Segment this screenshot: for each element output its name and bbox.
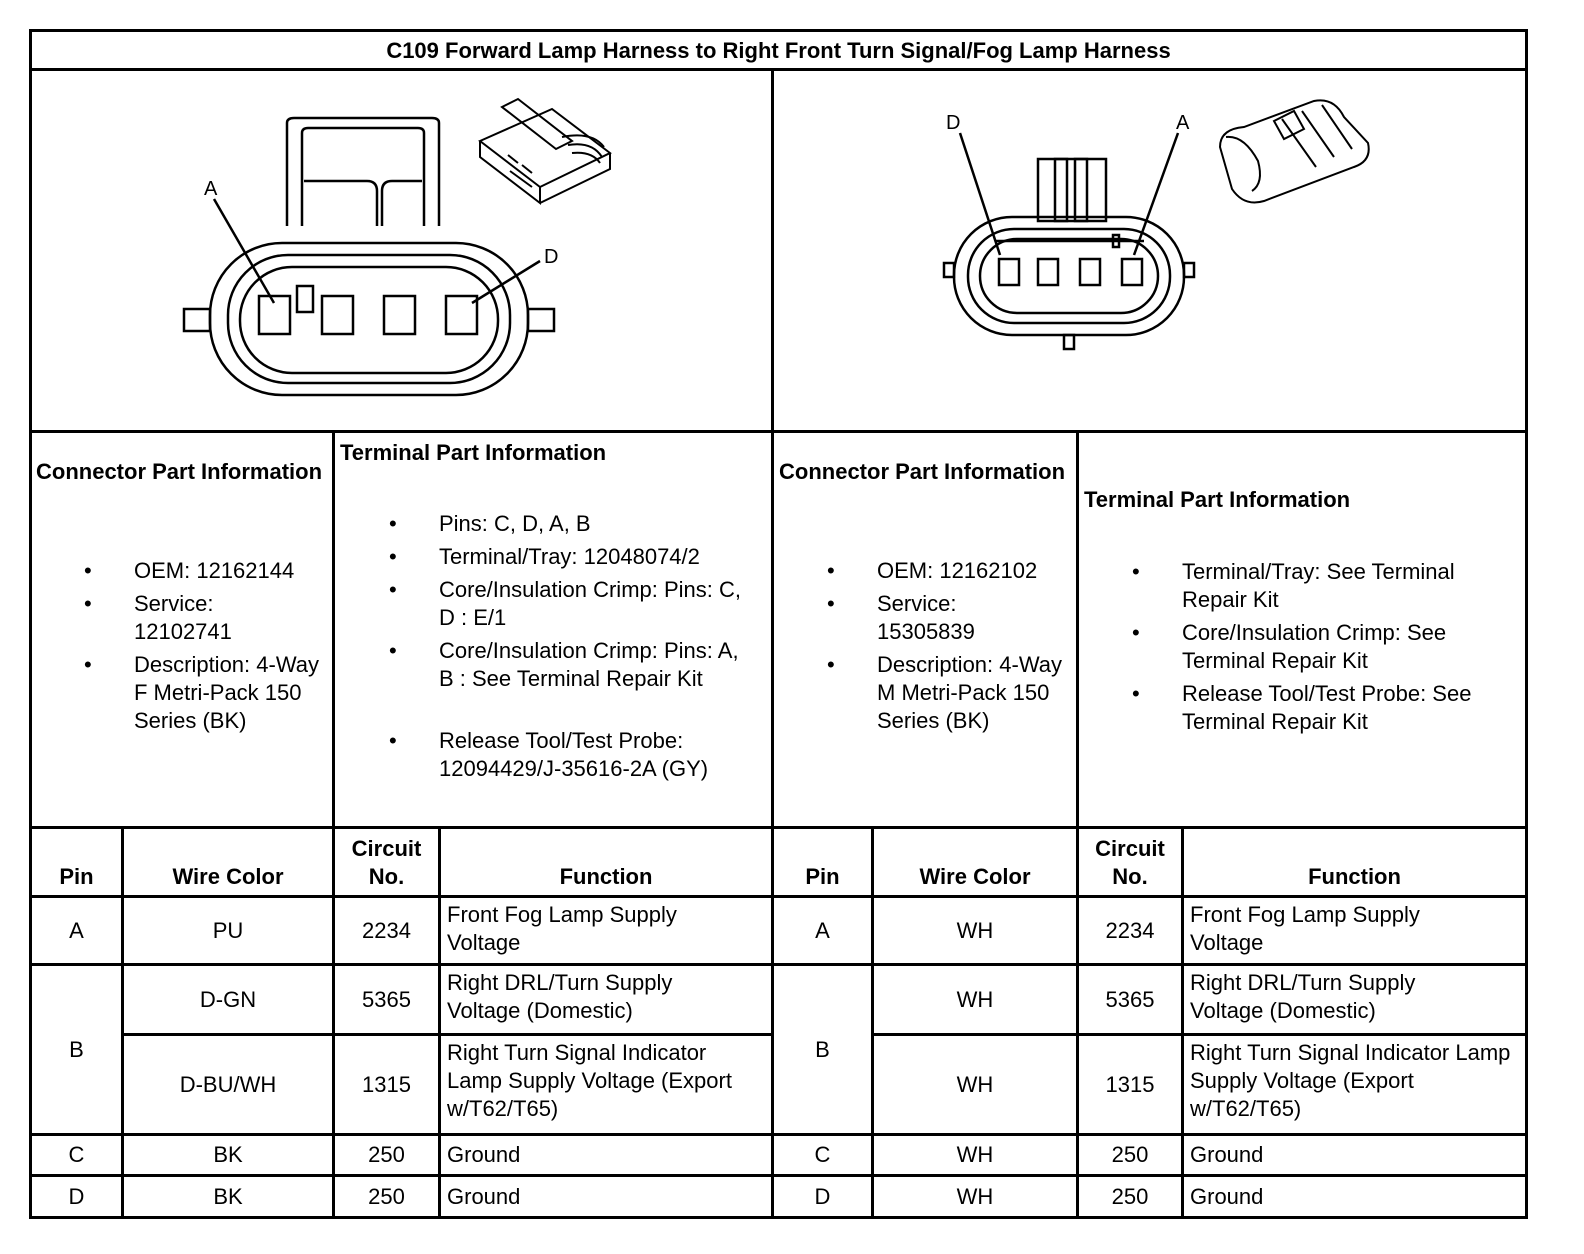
table-cell-pin: D <box>68 1183 85 1209</box>
table-cell-circuit: 1315 <box>1105 1071 1155 1097</box>
left-terminal-heading: Terminal Part Information <box>340 440 607 465</box>
table-cell-pin: D <box>814 1183 831 1209</box>
table-cell-wire: D-BU/WH <box>179 1071 277 1097</box>
right-terminal-info <box>1084 486 1524 514</box>
table-cell-function: Right DRL/Turn Supply Voltage (Domestic) <box>447 970 673 1023</box>
table-cell-pin: B <box>815 1036 830 1062</box>
table-cell-wire: PU <box>212 917 244 943</box>
table-cell-function: Front Fog Lamp Supply Voltage <box>447 902 677 955</box>
table-header-pin: Pin <box>805 864 840 889</box>
table-header-wire-color: Wire Color <box>172 864 284 889</box>
table-cell-wire: BK <box>213 1183 243 1209</box>
table-cell-pin: B <box>69 1036 84 1062</box>
image-divider <box>29 430 1528 433</box>
table-cell-circuit: 2234 <box>1105 917 1155 943</box>
table-cell-pin: A <box>815 917 830 943</box>
table-cell-function: Ground <box>1190 1183 1264 1209</box>
table-cell-function: Ground <box>447 1183 521 1209</box>
right-connector-heading: Connector Part Information <box>779 459 1066 484</box>
table-cell-wire: WH <box>956 1142 994 1167</box>
table-cell-wire: BK <box>213 1142 243 1167</box>
table-cell-circuit: 250 <box>368 1142 405 1167</box>
right-connector-illustration <box>774 71 1525 430</box>
table-header-wire-color: Wire Color <box>919 864 1031 889</box>
table-header-pin: Pin <box>59 864 94 889</box>
table-cell-function: Right Turn Signal Indicator Lamp Supply Voltage (Export w/T62/T65) <box>447 1040 732 1121</box>
table-cell-wire: WH <box>956 1183 994 1209</box>
table-cell-wire: D-GN <box>199 986 257 1012</box>
table-cell-pin: C <box>814 1142 831 1167</box>
table-cell-pin: C <box>68 1142 85 1167</box>
table-cell-wire: WH <box>956 917 994 943</box>
left-pin-d-label: D <box>544 246 559 268</box>
table-cell-function: Right DRL/Turn Supply Voltage (Domestic) <box>1190 970 1416 1023</box>
table-header-circuit: Circuit No. <box>351 836 422 889</box>
table-cell-pin: A <box>69 917 84 943</box>
table-cell-circuit: 250 <box>1111 1142 1149 1167</box>
right-connector-info <box>779 458 1069 486</box>
right-pin-d-label: D <box>946 112 961 134</box>
left-pin-a-label: A <box>204 178 218 200</box>
table-cell-circuit: 1315 <box>362 1071 411 1097</box>
left-connector-heading: Connector Part Information <box>36 459 323 484</box>
table-header-function: Function <box>1308 864 1401 889</box>
table-cell-wire: WH <box>956 1071 994 1097</box>
table-cell-circuit: 250 <box>368 1183 405 1209</box>
page-title: C109 Forward Lamp Harness to Right Front Turn Signal/Fog Lamp Harness <box>386 38 1171 63</box>
table-header-function: Function <box>559 864 653 889</box>
table-cell-wire: WH <box>956 986 994 1012</box>
right-pin-a-label: A <box>1176 112 1190 134</box>
table-cell-function: Right Turn Signal Indicator Lamp Supply Voltage (Export w/T62/T65) <box>1190 1040 1511 1121</box>
right-info-divider <box>1076 430 1079 826</box>
left-info-divider <box>332 430 335 826</box>
table-cell-circuit: 5365 <box>362 986 411 1012</box>
table-cell-function: Ground <box>447 1142 521 1167</box>
left-connector-info <box>36 458 326 486</box>
table-header-circuit: Circuit No. <box>1095 836 1165 889</box>
table-cell-function: Ground <box>1190 1142 1264 1167</box>
left-terminal-info <box>340 439 760 467</box>
table-cell-function: Front Fog Lamp Supply Voltage <box>1190 902 1420 955</box>
table-cell-circuit: 250 <box>1111 1183 1149 1209</box>
table-cell-circuit: 2234 <box>362 917 411 943</box>
right-terminal-heading: Terminal Part Information <box>1084 487 1351 512</box>
left-connector-illustration <box>32 71 771 430</box>
table-cell-circuit: 5365 <box>1105 986 1155 1012</box>
